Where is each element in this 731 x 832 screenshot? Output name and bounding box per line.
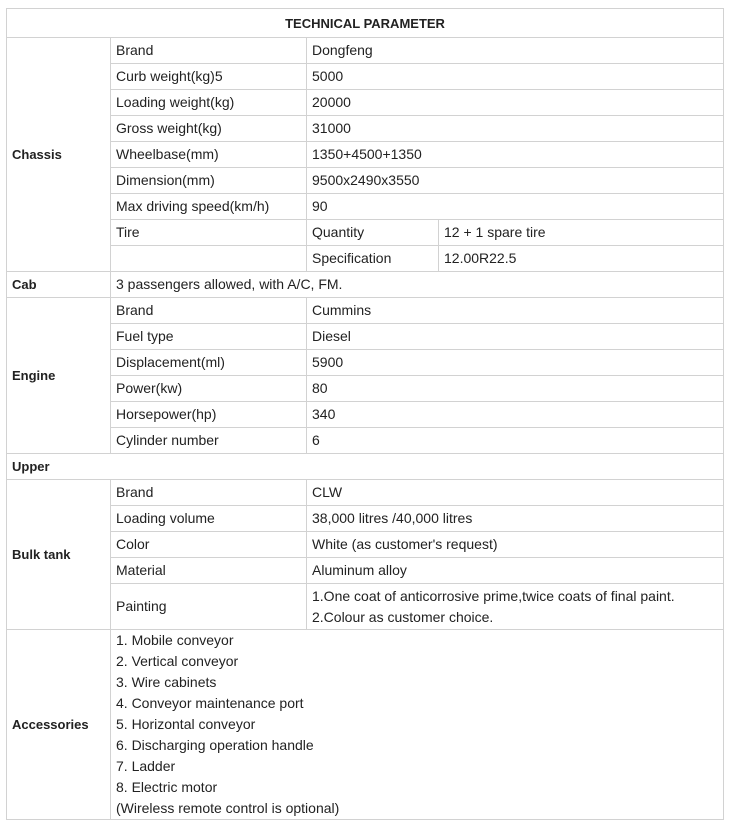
param-name: Dimension(mm) bbox=[111, 168, 307, 194]
technical-parameter-table bbox=[6, 8, 724, 820]
param-value: 6 bbox=[307, 428, 724, 454]
param-name: Wheelbase(mm) bbox=[111, 142, 307, 168]
param-name: Color bbox=[111, 532, 307, 558]
param-value: Cummins bbox=[307, 298, 724, 324]
category-bulk-tank: Bulk tank bbox=[7, 480, 111, 630]
tire-spec-label: Specification bbox=[307, 246, 439, 272]
param-value: 90 bbox=[307, 194, 724, 220]
param-value: 9500x2490x3550 bbox=[307, 168, 724, 194]
painting-value bbox=[307, 584, 724, 630]
tire-quantity-value: 12 + 1 spare tire bbox=[439, 220, 724, 246]
param-value: Dongfeng bbox=[307, 38, 724, 64]
param-name: Brand bbox=[111, 298, 307, 324]
list-item: 7. Ladder bbox=[116, 758, 176, 774]
param-name: Horsepower(hp) bbox=[111, 402, 307, 428]
param-name: Loading volume bbox=[111, 506, 307, 532]
param-name: Brand bbox=[111, 38, 307, 64]
list-item: 4. Conveyor maintenance port bbox=[116, 695, 304, 711]
param-value: Diesel bbox=[307, 324, 724, 350]
param-name: Displacement(ml) bbox=[111, 350, 307, 376]
param-value: 340 bbox=[307, 402, 724, 428]
param-value: 38,000 litres /40,000 litres bbox=[307, 506, 724, 532]
list-item: 8. Electric motor bbox=[116, 779, 218, 795]
accessories-list bbox=[111, 630, 724, 820]
param-name: Max driving speed(km/h) bbox=[111, 194, 307, 220]
param-name-tire: Tire bbox=[111, 220, 307, 246]
tire-spec-value: 12.00R22.5 bbox=[439, 246, 724, 272]
category-engine: Engine bbox=[7, 298, 111, 454]
param-name: Cylinder number bbox=[111, 428, 307, 454]
category-accessories: Accessories bbox=[7, 630, 111, 820]
param-value: Aluminum alloy bbox=[307, 558, 724, 584]
painting-line-1: 1.One coat of anticorrosive prime,twice coats of final paint. bbox=[312, 587, 675, 604]
param-name: Fuel type bbox=[111, 324, 307, 350]
param-value: 20000 bbox=[307, 90, 724, 116]
param-name: Brand bbox=[111, 480, 307, 506]
category-cab: Cab bbox=[7, 272, 111, 298]
table-title: TECHNICAL PARAMETER bbox=[7, 9, 724, 38]
category-chassis: Chassis bbox=[7, 38, 111, 272]
list-item: 1. Mobile conveyor bbox=[116, 632, 234, 648]
cab-value: 3 passengers allowed, with A/C, FM. bbox=[111, 272, 724, 298]
list-item: 6. Discharging operation handle bbox=[116, 737, 314, 753]
param-name: Gross weight(kg) bbox=[111, 116, 307, 142]
param-name: Loading weight(kg) bbox=[111, 90, 307, 116]
list-item: 3. Wire cabinets bbox=[116, 674, 217, 690]
param-value: CLW bbox=[307, 480, 724, 506]
tire-quantity-label: Quantity bbox=[307, 220, 439, 246]
list-item: 5. Horizontal conveyor bbox=[116, 716, 256, 732]
param-value: 1350+4500+1350 bbox=[307, 142, 724, 168]
param-value: 5900 bbox=[307, 350, 724, 376]
empty-cell bbox=[111, 246, 307, 272]
param-name: Power(kw) bbox=[111, 376, 307, 402]
param-name: Curb weight(kg)5 bbox=[111, 64, 307, 90]
param-name-painting: Painting bbox=[111, 584, 307, 630]
param-value: 80 bbox=[307, 376, 724, 402]
param-value: White (as customer's request) bbox=[307, 532, 724, 558]
list-item: 2. Vertical conveyor bbox=[116, 653, 239, 669]
category-upper: Upper bbox=[7, 454, 724, 480]
param-name: Material bbox=[111, 558, 307, 584]
param-value: 5000 bbox=[307, 64, 724, 90]
painting-line-2: 2.Colour as customer choice. bbox=[312, 608, 494, 625]
param-value: 31000 bbox=[307, 116, 724, 142]
list-item: (Wireless remote control is optional) bbox=[116, 800, 340, 816]
